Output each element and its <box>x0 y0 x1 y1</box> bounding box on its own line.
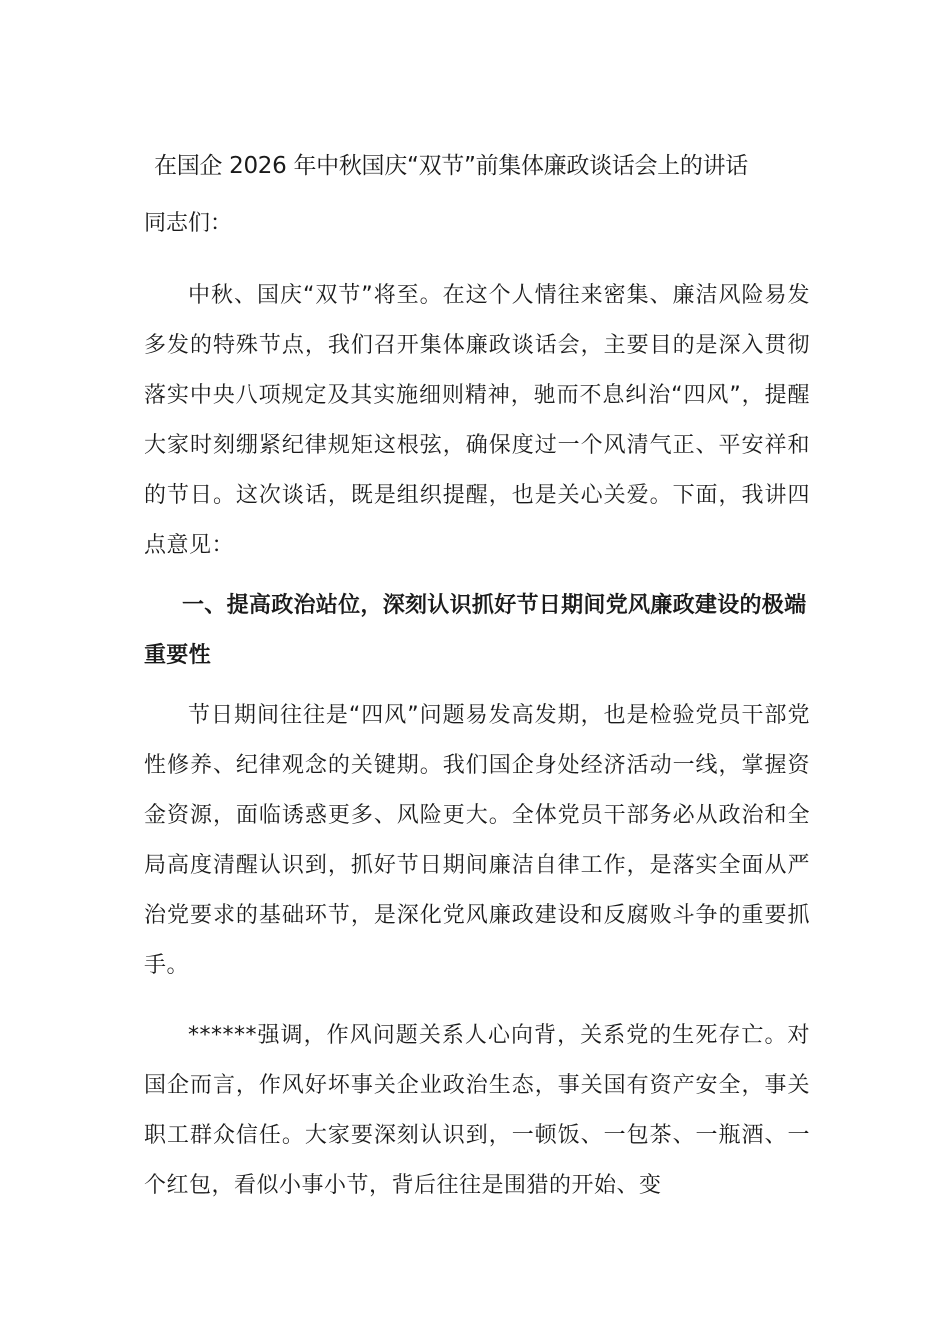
paragraph-section1-b: ******强调，作风问题关系人心向背，关系党的生死存亡。对国企而言，作风好坏事关企业政治生态，事关国有资产安全，事关职工群众信任。大家要深刻认识到，一顿饭、一包茶、一瓶酒、一个红包，看似小事小节，背后往往是围猎的开始、变 <box>144 1023 810 1198</box>
paragraph-section1-a: 节日期间往往是“四风”问题易发高发期，也是检验党员干部党性修养、纪律观念的关键期。我们国企身处经济活动一线，掌握资金资源，面临诱惑更多、风险更大。全体党员干部务必从政治和全局高度清醒认识到，抓好节日期间廉洁自律工作，是落实全面从严治党要求的基础环节，是深化党风廉政建设和反腐败斗争的重要抓手。 <box>144 703 811 978</box>
section-heading-1: 一、提高政治站位，深刻认识抓好节日期间党风廉政建设的极端重要性 <box>144 593 807 668</box>
paragraph-intro: 中秋、国庆“双节”将至。在这个人情往来密集、廉洁风险易发多发的特殊节点，我们召开集体廉政谈话会，主要目的是深入贯彻落实中央八项规定及其实施细则精神，驰而不息纠治“四风”，提醒大家时刻绷紧纪律规矩这根弦，确保度过一个风清气正、平安祥和的节日。这次谈话，既是组织提醒，也是关心关爱。下面，我讲四点意见： <box>144 283 810 558</box>
document-title: 在国企 2026 年中秋国庆“双节”前集体廉政谈话会上的讲话 <box>154 153 748 179</box>
salutation: 同志们： <box>144 211 233 236</box>
document-body <box>144 143 810 1211</box>
